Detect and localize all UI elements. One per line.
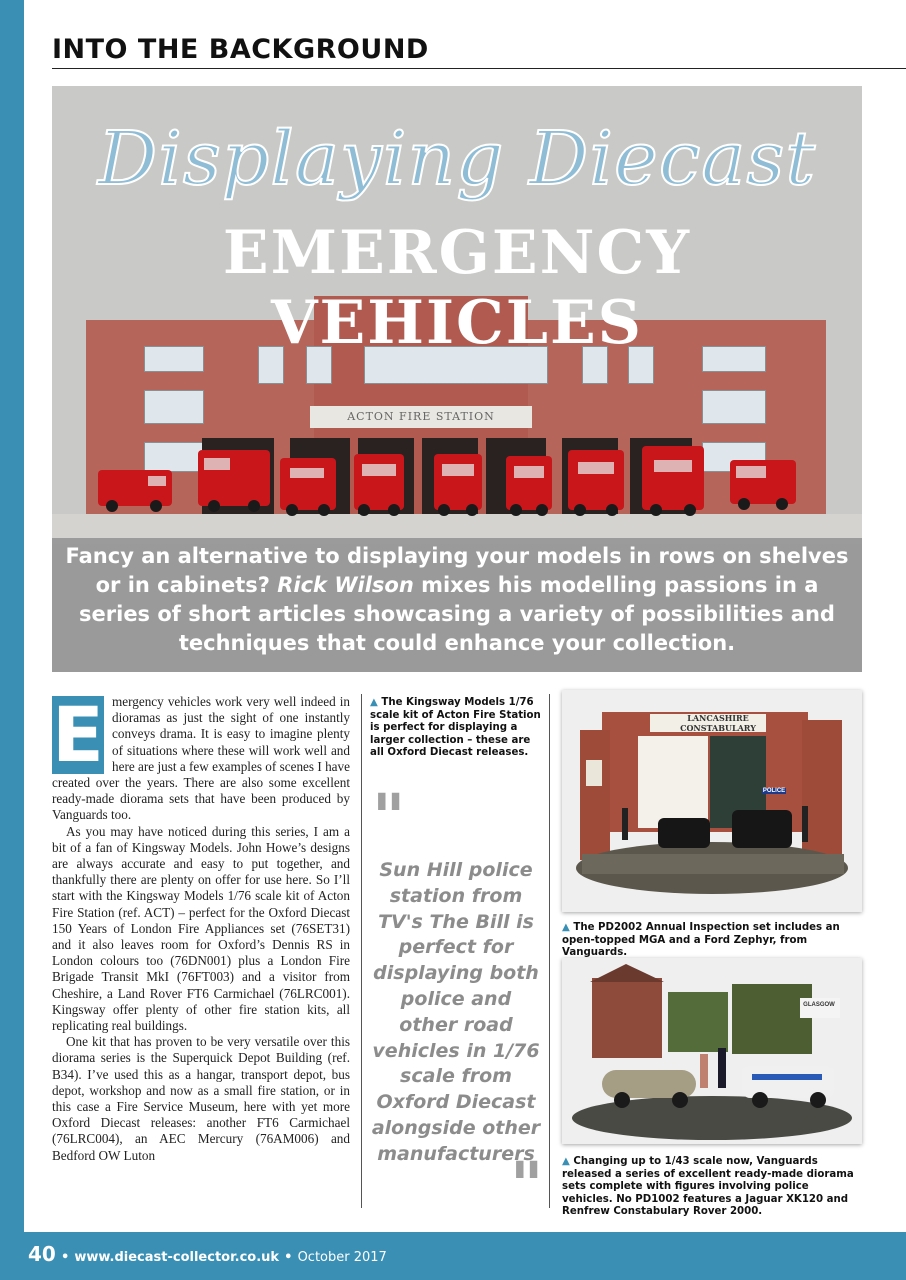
model-fire-engine [354,454,404,510]
triangle-icon: ▲ [562,1156,570,1167]
caption-pd2002 [562,922,862,960]
model-fire-engine [568,450,624,510]
standfirst-text-cont: mixes his modelling passions in a series of short articles showcasing a variety of possibilities and techniques that could enhance your collection. [79,573,835,655]
model-fire-engine [280,458,336,510]
magazine-page [24,0,906,1232]
open-quote-icon: " [372,780,406,855]
diorama-illustration [562,958,862,1144]
column-rule [549,694,550,1208]
script-title: Displaying Diecast [97,116,817,202]
footer-bullet: • [284,1250,293,1265]
footer-bullet: • [60,1250,70,1265]
window [144,442,204,472]
model-fire-engine [198,450,270,506]
caption-pd1002 [562,1156,862,1219]
window [144,390,204,424]
pull-quote: Sun Hill police station from TV's The Bill is perfect for displaying both police and other road vehicles in 1/76 scale from Oxford Diecast alongside other manufacturers [371,859,541,1165]
police-sign: POLICE [762,788,786,794]
caption-acton [370,697,542,760]
triangle-icon: ▲ [562,922,570,933]
model-fire-engine [506,456,552,510]
page-footer [28,1242,387,1266]
caption-text: The PD2002 Annual Inspection set includes an open-topped MGA and a Ford Zephyr, from Vanguards. [562,922,840,958]
page-number: 40 [28,1242,56,1266]
block-title: EMERGENCY VEHICLES [222,218,692,358]
photo-pd1002 [562,958,862,1144]
paragraph-1: mergency vehicles work very well indeed in dioramas as just the sight of one instantly conveys drama. It is easy to imagine plenty of situations where these will work well and here are just a few examples of scenes I have created over the years. There are also some excellent ready-made diorama sets that have been produced by Vanguards too. [52,694,350,823]
station-sign: ACTON FIRE STATION [310,406,532,428]
standfirst [52,538,862,672]
close-quote-icon: " [510,1148,544,1223]
paragraph-2: As you may have noticed during this series, I am a bit of a fan of Kingsway Models. John Howe’s designs are always accurate and easy to put together, and thankfully there are plenty on offer for use here. So I’ll start with the Kingsway Models 1/76 scale kit of Acton Fire Station (ref. ACT) – perfect for the Oxford Diecast 150 Years of London Fire Appliances set (76SET31) and it also leaves room for Oxford’s Dennis RS in London colours too (76DN001) plus a London Fire Brigade Transit MkI (76FT003) and a visitor from Cheshire, a Land Rover FT6 Carmichael (76LRC001). Kingsway offer plenty of other fire station kits, all replicating real buildings. [52,823,350,1034]
footer-date: October 2017 [297,1250,387,1265]
caption-text: Changing up to 1/43 scale now, Vanguards released a series of excellent ready-made diorama sets complete with figures involving police vehicles. No PD1002 features a Jaguar XK120 and Renfrew Constabulary Rover 2000. [562,1156,854,1217]
glasgow-sign: GLASGOW [803,1002,835,1008]
triangle-icon: ▲ [370,697,378,708]
lancs-sign: LANCASHIRE CONSTABULARY [680,713,756,733]
body-column [52,690,350,1164]
model-van [98,470,172,506]
model-fire-engine [434,454,482,510]
window [702,390,766,424]
section-rule [52,68,906,69]
standfirst-text: Fancy an alternative to displaying your models in rows on shelves or in cabinets? [65,544,849,597]
column-rule [361,694,362,1208]
drop-cap: E [52,690,104,779]
hero-image [52,86,862,672]
model-land-rover [730,460,796,504]
model-fire-engine [642,446,704,510]
caption-text: The Kingsway Models 1/76 scale kit of Acton Fire Station is perfect for displaying a larger collection – these are all Oxford Diecast releases. [370,697,541,758]
footer-website[interactable]: www.diecast-collector.co.uk [74,1250,280,1265]
author-name: Rick Wilson [277,573,414,597]
section-title: INTO THE BACKGROUND [52,34,429,65]
paragraph-3: One kit that has proven to be very versatile over this diorama series is the Superquick Depot Building (ref. B34). I’ve used this as a hangar, transport depot, bus depot, workshop and now as a small fire station, or in this case a Fire Service Museum, here with yet more Oxford Diecast releases: another FT6 Carmichael (76LRC004), an AEC Mercury (76AM006) and Bedford OW Luton [52,1034,350,1163]
